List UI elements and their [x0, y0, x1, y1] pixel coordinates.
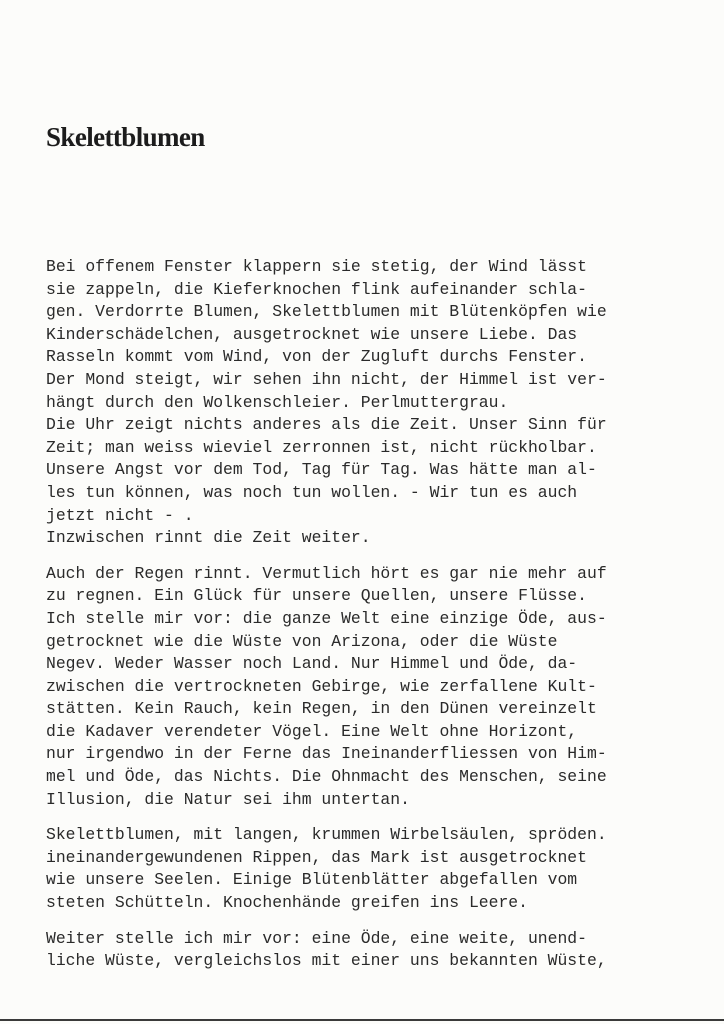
text-line: Unsere Angst vor dem Tod, Tag für Tag. Was hätte man al-: [46, 460, 597, 480]
text-line: les tun können, was noch tun wollen. - Wir tun es auch: [46, 482, 578, 502]
text-line: Skelettblumen, mit langen, krummen Wirbelsäulen, spröden.: [46, 825, 607, 845]
page-bottom-edge: [0, 1019, 724, 1021]
paragraph: [46, 563, 706, 812]
text-line: steten Schütteln. Knochenhände greifen ins Leere.: [46, 893, 528, 913]
text-line: Der Mond steigt, wir sehen ihn nicht, der Himmel ist ver-: [46, 369, 607, 389]
text-line: die Kadaver verendeter Vögel. Eine Welt ohne Horizont,: [46, 721, 578, 741]
text-line: liche Wüste, vergleichslos mit einer uns bekannten Wüste,: [46, 951, 607, 971]
document-title: Skelettblumen: [46, 122, 205, 152]
text-line: Die Uhr zeigt nichts anderes als die Zeit. Unser Sinn für: [46, 415, 607, 435]
text-line: stätten. Kein Rauch, kein Regen, in den Dünen vereinzelt: [46, 699, 597, 719]
text-line: zu regnen. Ein Glück für unsere Quellen, unsere Flüsse.: [46, 586, 587, 606]
text-line: nur irgendwo in der Ferne das Ineinanderfliessen von Him-: [46, 744, 607, 764]
text-line: Ich stelle mir vor: die ganze Welt eine einzige Öde, aus-: [46, 608, 607, 628]
text-line: Negev. Weder Wasser noch Land. Nur Himmel und Öde, da-: [46, 654, 578, 674]
text-line: Auch der Regen rinnt. Vermutlich hört es gar nie mehr auf: [46, 563, 607, 583]
text-line: Kinderschädelchen, ausgetrocknet wie unsere Liebe. Das: [46, 324, 578, 344]
paragraph: [46, 256, 706, 550]
text-line: Rasseln kommt vom Wind, von der Zugluft durchs Fenster.: [46, 347, 587, 367]
text-line: Inzwischen rinnt die Zeit weiter.: [46, 528, 371, 548]
text-line: jetzt nicht - .: [46, 505, 194, 525]
text-line: mel und Öde, das Nichts. Die Ohnmacht des Menschen, seine: [46, 767, 607, 787]
text-line: ineinandergewundenen Rippen, das Mark ist ausgetrocknet: [46, 847, 587, 867]
text-line: zwischen die vertrockneten Gebirge, wie zerfallene Kult-: [46, 676, 597, 696]
text-line: getrocknet wie die Wüste von Arizona, oder die Wüste: [46, 631, 558, 651]
text-line: Zeit; man weiss wieviel zerronnen ist, nicht rückholbar.: [46, 437, 597, 457]
document-body: [46, 256, 706, 986]
paragraph: [46, 928, 706, 973]
text-line: Illusion, die Natur sei ihm untertan.: [46, 789, 410, 809]
text-line: gen. Verdorrte Blumen, Skelettblumen mit Blütenköpfen wie: [46, 302, 607, 322]
text-line: sie zappeln, die Kieferknochen flink aufeinander schla-: [46, 279, 587, 299]
text-line: wie unsere Seelen. Einige Blütenblätter abgefallen vom: [46, 870, 578, 890]
text-line: Weiter stelle ich mir vor: eine Öde, eine weite, unend-: [46, 928, 587, 948]
text-line: Bei offenem Fenster klappern sie stetig, der Wind lässt: [46, 257, 587, 276]
paragraph: [46, 824, 706, 914]
text-line: hängt durch den Wolkenschleier. Perlmuttergrau.: [46, 392, 509, 412]
